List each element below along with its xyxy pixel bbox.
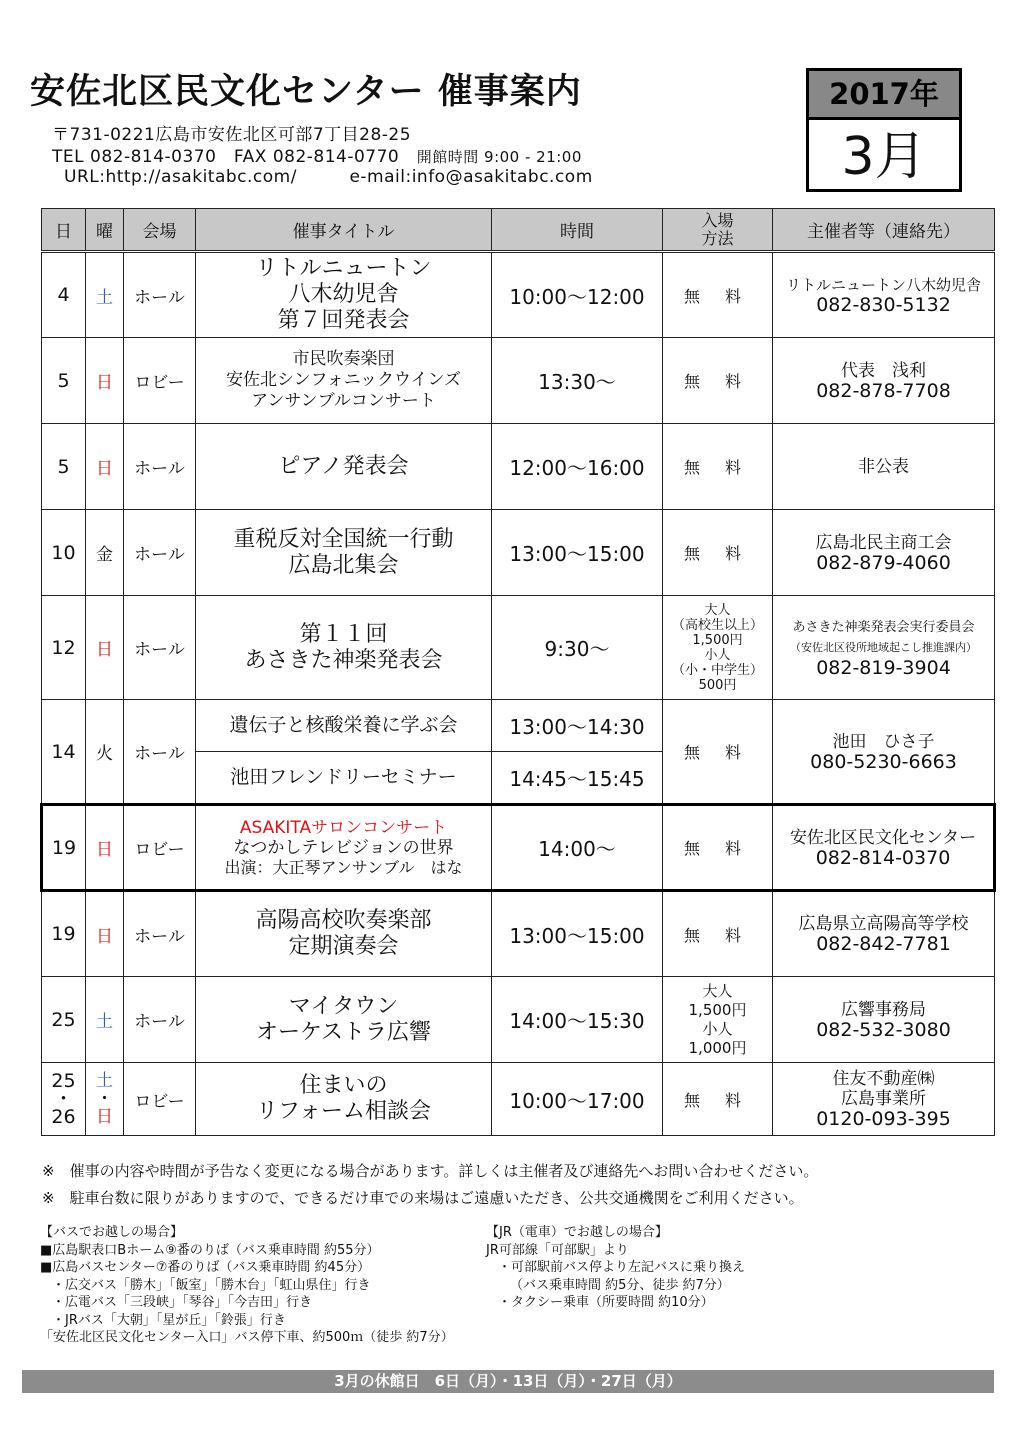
day: 4 xyxy=(42,252,86,338)
col-organizer: 主催者等（連絡先） xyxy=(773,209,995,252)
admission: 大人 1,500円 小人 1,000円 xyxy=(663,977,773,1063)
event-title: リトルニュートン 八木幼児舎 第７回発表会 xyxy=(196,252,492,338)
col-venue: 会場 xyxy=(124,209,196,252)
event-time: 14:00～15:30 xyxy=(492,977,663,1063)
email-address[interactable]: e-mail:info@asakitabc.com xyxy=(349,167,593,187)
weekday: 土 xyxy=(86,977,124,1063)
event-time: 9:30～ xyxy=(492,596,663,700)
organizer: リトルニュートン八木幼児舎 082-830-5132 xyxy=(773,252,995,338)
day: 12 xyxy=(42,596,86,700)
weekday: 日 xyxy=(86,424,124,510)
event-time: 13:00～14:30 xyxy=(492,700,663,752)
table-row xyxy=(42,510,995,596)
note-parking: ※ 駐車台数に限りがありますので、できるだけ車での来場はご遠慮いただき、公共交通機関をご利用ください。 xyxy=(42,1189,804,1207)
weekday: 日 xyxy=(86,805,124,891)
address: 〒731-0221広島市安佐北区可部7丁目28-25 xyxy=(52,125,412,145)
admission: 無 料 xyxy=(663,510,773,596)
weekday: 土 xyxy=(86,252,124,338)
organizer: 安佐北区民文化センター 082-814-0370 xyxy=(773,805,995,891)
venue: ホール xyxy=(124,700,196,805)
table-row xyxy=(42,1063,995,1136)
event-time: 10:00～17:00 xyxy=(492,1063,663,1136)
day: 5 xyxy=(42,424,86,510)
event-time: 13:30～ xyxy=(492,338,663,424)
organizer: 広響事務局 082-532-3080 xyxy=(773,977,995,1063)
venue: ホール xyxy=(124,891,196,977)
table-row xyxy=(42,700,995,752)
event-title: 池田フレンドリーセミナー xyxy=(196,752,492,805)
organizer: 広島北民主商工会 082-879-4060 xyxy=(773,510,995,596)
event-title: 住まいの リフォーム相談会 xyxy=(196,1063,492,1136)
event-time: 13:00～15:00 xyxy=(492,510,663,596)
weekday: 土 ・ 日 xyxy=(86,1063,124,1136)
organizer: 池田 ひさ子 080-5230-6663 xyxy=(773,700,995,805)
day: 19 xyxy=(42,891,86,977)
organizer: 代表 浅利 082-878-7708 xyxy=(773,338,995,424)
event-title: 高陽高校吹奏楽部 定期演奏会 xyxy=(196,891,492,977)
organizer: 広島県立高陽高等学校 082-842-7781 xyxy=(773,891,995,977)
col-title: 催事タイトル xyxy=(196,209,492,252)
tel-fax: TEL 082-814-0370 FAX 082-814-0770 xyxy=(52,147,400,167)
event-time: 10:00～12:00 xyxy=(492,252,663,338)
event-table xyxy=(40,208,996,1136)
year: 2017年 xyxy=(809,71,959,120)
table-row xyxy=(42,596,995,700)
access-bus: 【バスでお越しの場合】 ■広島駅表口Bホーム⑨番のりば（バス乗車時間 約55分） ■広島バスセンター⑦番のりば（バス乗車時間 約45分） ・広交バス「勝木」「飯室」「勝木台」「虹山県住」行き ・広電バス「三段峡」「琴谷」「今吉田」行き ・JRバス「大朝」「星が丘」「鈴張」行き 「安佐北区民文化センター入口」バス停下車、約500ｍ（徒歩 約7分） xyxy=(40,1225,454,1345)
event-time: 12:00～16:00 xyxy=(492,424,663,510)
day: 5 xyxy=(42,338,86,424)
table-row xyxy=(42,977,995,1063)
admission: 無 料 xyxy=(663,424,773,510)
event-title: 第１１回 あさきた神楽発表会 xyxy=(196,596,492,700)
event-title: ASAKITAサロンコンサート なつかしテレビジョンの世界 出演：大正琴アンサンブル はな xyxy=(196,805,492,891)
web-line xyxy=(64,162,593,187)
day: 10 xyxy=(42,510,86,596)
day: 14 xyxy=(42,700,86,805)
month: 3月 xyxy=(841,127,927,187)
event-title: ピアノ発表会 xyxy=(196,424,492,510)
organizer: 非公表 xyxy=(773,424,995,510)
website-url[interactable]: URL:http://asakitabc.com/ xyxy=(64,167,297,187)
table-row xyxy=(42,891,995,977)
date-box xyxy=(806,68,962,192)
admission: 無 料 xyxy=(663,700,773,805)
opening-hours: 開館時間 9:00 - 21:00 xyxy=(416,148,582,166)
weekday: 火 xyxy=(86,700,124,805)
day: 25 ・ 26 xyxy=(42,1063,86,1136)
closed-days-banner: 3月の休館日 6日（月）・13日（月）・27日（月） xyxy=(22,1370,994,1393)
event-time: 14:00～ xyxy=(492,805,663,891)
day: 19 xyxy=(42,805,86,891)
venue: ホール xyxy=(124,510,196,596)
organizer: あさきた神楽発表会実行委員会 （安佐北区役所地域起こし推進課内） 082-819-3904 xyxy=(773,596,995,700)
event-time: 14:45～15:45 xyxy=(492,752,663,805)
page-title: 安佐北区民文化センター 催事案内 xyxy=(30,72,582,112)
venue: ホール xyxy=(124,252,196,338)
col-day: 日 xyxy=(42,209,86,252)
organizer: 住友不動産㈱ 広島事業所 0120-093-395 xyxy=(773,1063,995,1136)
table-header xyxy=(42,209,995,252)
venue: ホール xyxy=(124,977,196,1063)
col-weekday: 曜 xyxy=(86,209,124,252)
admission: 無 料 xyxy=(663,338,773,424)
admission: 大人 （高校生以上） 1,500円 小人 （小・中学生） 500円 xyxy=(663,596,773,700)
table-row xyxy=(42,252,995,338)
weekday: 日 xyxy=(86,596,124,700)
venue: ホール xyxy=(124,424,196,510)
admission: 無 料 xyxy=(663,805,773,891)
table-row xyxy=(42,338,995,424)
weekday: 日 xyxy=(86,338,124,424)
note-schedule-change: ※ 催事の内容や時間が予告なく変更になる場合があります。詳しくは主催者及び連絡先へお問い合わせください。 xyxy=(42,1162,819,1180)
admission: 無 料 xyxy=(663,891,773,977)
event-time: 13:00～15:00 xyxy=(492,891,663,977)
event-title: マイタウン オーケストラ広響 xyxy=(196,977,492,1063)
col-admission: 入場方法 xyxy=(663,209,773,252)
event-title: 重税反対全国統一行動 広島北集会 xyxy=(196,510,492,596)
venue: ロビー xyxy=(124,338,196,424)
venue: ロビー xyxy=(124,805,196,891)
event-title: 市民吹奏楽団 安佐北シンフォニックウインズ アンサンブルコンサート xyxy=(196,338,492,424)
col-time: 時間 xyxy=(492,209,663,252)
table-row-highlighted xyxy=(42,805,995,891)
venue: ホール xyxy=(124,596,196,700)
access-jr: 【JR（電車）でお越しの場合】 JR可部線「可部駅」より ・可部駅前バス停より左記バスに乗り換え （バス乗車時間 約5分、徒歩 約7分） ・タクシー乗車（所要時間 約10分） xyxy=(486,1225,746,1310)
day: 25 xyxy=(42,977,86,1063)
weekday: 日 xyxy=(86,891,124,977)
table-row xyxy=(42,424,995,510)
venue: ロビー xyxy=(124,1063,196,1136)
weekday: 金 xyxy=(86,510,124,596)
admission: 無 料 xyxy=(663,1063,773,1136)
admission: 無 料 xyxy=(663,252,773,338)
event-title: 遺伝子と核酸栄養に学ぶ会 xyxy=(196,700,492,752)
